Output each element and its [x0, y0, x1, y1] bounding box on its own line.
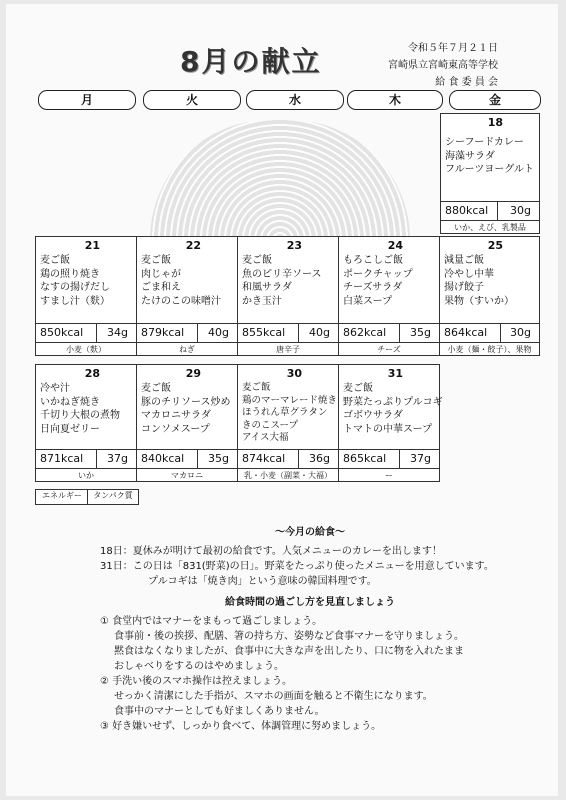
- divider: [137, 323, 237, 324]
- protein-value: 35g: [410, 326, 431, 339]
- menu-items: 麦ご飯 鶏のマーマレード焼き ほうれん草グラタン きのこスープ アイス大福: [242, 382, 338, 443]
- protein-value: 35g: [208, 452, 229, 465]
- note-line: 18日：夏休みが明けて最初の給食です。人気メニューのカレーを出します！: [100, 546, 442, 557]
- day-header-tue: 火: [143, 90, 241, 110]
- allergen-23: 唐辛子: [237, 343, 339, 356]
- menu-cell-21: [35, 236, 137, 343]
- day-number: 29: [185, 367, 201, 380]
- day-number: 23: [286, 239, 302, 252]
- protein-value: 36g: [309, 452, 330, 465]
- menu-items: 麦ご飯 鶏の照り焼き なすの揚げだし すまし汁（麩）: [40, 255, 110, 307]
- note-point: ② 手洗い後のスマホ操作は控えましょう。: [100, 676, 292, 687]
- notes-heading: ～今月の給食～: [275, 527, 345, 538]
- protein-value: 40g: [309, 326, 330, 339]
- divider: [137, 449, 237, 450]
- menu-cell-30: [237, 364, 339, 469]
- protein-value: 37g: [107, 452, 128, 465]
- kcal-value: 874kcal: [242, 452, 286, 465]
- empty-cell: [439, 364, 540, 469]
- day-number: 30: [286, 367, 302, 380]
- protein-value: 37g: [410, 452, 431, 465]
- day-number: 21: [84, 239, 100, 252]
- menu-items: 麦ご飯 肉じゃが ごま和え たけのこの味噌汁: [141, 255, 221, 307]
- notes-subheading: 給食時間の過ごし方を見直しましょう: [225, 597, 395, 608]
- divider: [36, 449, 136, 450]
- note-line: おしゃべりをするのはやめましょう。: [114, 661, 284, 672]
- protein-value: 30g: [510, 326, 531, 339]
- kcal-value: 850kcal: [40, 326, 84, 339]
- divider: [298, 324, 299, 342]
- note-line: 31日：この日は「831(野菜)の日」。野菜をたっぷり使ったメニューを用意しています。: [100, 561, 494, 572]
- header-meta: [384, 40, 498, 91]
- kcal-value: 864kcal: [444, 326, 488, 339]
- allergen-29: マカロニ: [136, 469, 238, 482]
- issue-date: 令和５年７月２１日: [408, 43, 498, 54]
- menu-items: シーフードカレー 海藻サラダ フルーツヨーグルト: [445, 137, 534, 175]
- divider: [238, 323, 338, 324]
- allergen-25: 小麦（麺・餃子）、果物: [439, 343, 540, 356]
- allergen-28: いか: [35, 469, 137, 482]
- day-header-fri: 金: [449, 90, 541, 110]
- divider: [96, 324, 97, 342]
- divider: [96, 450, 97, 468]
- legend-energy: エネルギー: [35, 489, 89, 505]
- protein-value: 30g: [510, 204, 531, 217]
- allergen-21: 小麦（麩）: [35, 343, 137, 356]
- divider: [440, 323, 539, 324]
- divider: [399, 324, 400, 342]
- menu-cell-28: [35, 364, 137, 469]
- protein-value: 34g: [107, 326, 128, 339]
- menu-cell-18: [440, 113, 540, 221]
- day-header-wed: 水: [246, 90, 344, 110]
- menu-cell-29: [136, 364, 238, 469]
- note-line: 食事前・後の挨拶、配膳、箸の持ち方、姿勢など食事マナーを守りましょう。: [114, 631, 464, 642]
- day-number: 28: [84, 367, 100, 380]
- allergen-30: 乳・小麦（副菜・大福）: [237, 469, 339, 482]
- divider: [399, 450, 400, 468]
- menu-cell-22: [136, 236, 238, 343]
- allergen-18: いか、えび、乳製品: [440, 221, 540, 234]
- menu-cell-24: [338, 236, 440, 343]
- note-line: 黙食はなくなりましたが、食事中に大きな声を出したり、口に物を入れたまま: [114, 646, 464, 657]
- page-title: 8月の献立: [180, 45, 322, 78]
- kcal-value: 855kcal: [242, 326, 286, 339]
- divider: [339, 323, 439, 324]
- note-line: せっかく清潔にした手指が、スマホの画面を触ると不衛生になります。: [114, 691, 433, 702]
- kcal-value: 840kcal: [141, 452, 185, 465]
- divider: [36, 323, 136, 324]
- notes-section: [100, 525, 520, 734]
- menu-items: 麦ご飯 豚のチリソース炒め マカロニサラダ コンソメスープ: [141, 383, 231, 435]
- menu-cell-25: [439, 236, 540, 343]
- menu-items: もろこしご飯 ポークチャップ チーズサラダ 白菜スープ: [343, 255, 413, 307]
- kcal-value: 862kcal: [343, 326, 387, 339]
- menu-items: 麦ご飯 野菜たっぷりプルコギ ゴボウサラダ トマトの中華スープ: [343, 383, 443, 435]
- day-number: 31: [387, 367, 403, 380]
- day-number: 24: [387, 239, 403, 252]
- day-number: 25: [487, 239, 503, 252]
- divider: [339, 449, 439, 450]
- divider: [497, 202, 498, 220]
- note-line: プルコギは「焼き肉」という意味の韓国料理です。: [148, 576, 377, 587]
- legend-protein: タンパク質: [87, 489, 139, 505]
- menu-cell-23: [237, 236, 339, 343]
- school-name: 宮崎県立宮崎東高等学校: [388, 60, 498, 71]
- divider: [197, 324, 198, 342]
- divider: [197, 450, 198, 468]
- allergen-22: ねぎ: [136, 343, 238, 356]
- kcal-value: 880kcal: [445, 204, 489, 217]
- divider: [298, 450, 299, 468]
- divider: [238, 449, 338, 450]
- note-point: ① 食堂内ではマナーをまもって過ごしましょう。: [100, 616, 323, 627]
- divider: [500, 324, 501, 342]
- note-line: 食事中のマナーとしても好ましくありません。: [114, 706, 325, 717]
- committee-name: 給 食 委 員 会: [435, 77, 498, 88]
- allergen-31: ー: [338, 469, 440, 482]
- menu-cell-31: [338, 364, 443, 469]
- day-header-mon: 月: [38, 90, 136, 110]
- protein-value: 40g: [208, 326, 229, 339]
- kcal-value: 865kcal: [343, 452, 387, 465]
- divider: [441, 201, 539, 202]
- day-number: 18: [487, 116, 503, 129]
- menu-items: 減量ご飯 冷やし中華 揚げ餃子 果物（すいか）: [444, 255, 514, 307]
- menu-items: 冷や汁 いかねぎ焼き 千切り大根の煮物 日向夏ゼリー: [40, 383, 120, 435]
- day-header-thu: 木: [347, 90, 443, 110]
- kcal-value: 871kcal: [40, 452, 84, 465]
- kcal-value: 879kcal: [141, 326, 185, 339]
- day-number: 22: [185, 239, 201, 252]
- menu-items: 麦ご飯 魚のピリ辛ソース 和風サラダ かき玉汁: [242, 255, 322, 307]
- note-point: ③ 好き嫌いせず、しっかり食べて、体調管理に努めましょう。: [100, 721, 382, 732]
- allergen-24: チーズ: [338, 343, 440, 356]
